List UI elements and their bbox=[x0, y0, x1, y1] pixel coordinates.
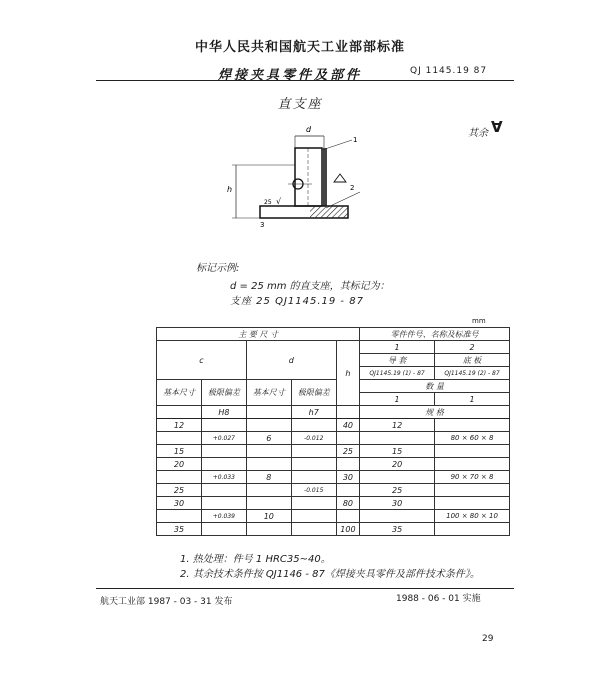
part2-no: 2 bbox=[435, 341, 510, 354]
base-plate-hatch bbox=[310, 206, 348, 218]
cell-d bbox=[246, 458, 291, 471]
cell-c: 12 bbox=[157, 419, 202, 432]
cell-spec2: 80 × 60 × 8 bbox=[435, 432, 510, 445]
cell-d-tol bbox=[291, 471, 336, 484]
table-row bbox=[157, 471, 510, 484]
organization-title: 中华人民共和国航天工业部部标准 bbox=[194, 40, 405, 55]
page-number: 29 bbox=[482, 634, 494, 644]
cell-c: 25 bbox=[157, 484, 202, 497]
part1-std: QJ1145.19 (1) - 87 bbox=[360, 367, 435, 380]
part1-name: 导 套 bbox=[360, 354, 435, 367]
part-name: 直支座 bbox=[277, 97, 323, 112]
cell-c: 20 bbox=[157, 458, 202, 471]
cell-d-tol: -0.012 bbox=[291, 432, 336, 445]
unit-label: mm bbox=[472, 317, 486, 325]
cell-h bbox=[336, 432, 359, 445]
cell-h: 30 bbox=[336, 471, 359, 484]
callout-1: 1 bbox=[353, 136, 358, 144]
cell-d bbox=[246, 523, 291, 536]
cell-d-tol bbox=[291, 523, 336, 536]
qty-1: 1 bbox=[360, 393, 435, 406]
cell-c-tol bbox=[201, 458, 246, 471]
parts-header: 零件件号、名称及标准号 bbox=[360, 328, 510, 341]
cell-d-tol bbox=[291, 510, 336, 523]
cell-spec2 bbox=[435, 419, 510, 432]
marking-example-line2: 支座 25 QJ1145.19 - 87 bbox=[230, 296, 364, 307]
cell-spec2 bbox=[435, 484, 510, 497]
roughness-label: 其余 bbox=[468, 128, 488, 139]
cell-c bbox=[157, 432, 202, 445]
cell-c-tol bbox=[201, 523, 246, 536]
cell-d bbox=[246, 419, 291, 432]
qty-2: 1 bbox=[435, 393, 510, 406]
d-basic-size: 基本尺寸 bbox=[246, 380, 291, 406]
cell-spec1: 12 bbox=[360, 419, 435, 432]
table-row bbox=[157, 497, 510, 510]
cell-d-tol bbox=[291, 419, 336, 432]
cell-spec2: 90 × 70 × 8 bbox=[435, 471, 510, 484]
c-tolerance: 极限偏差 bbox=[201, 380, 246, 406]
cell-h: 25 bbox=[336, 445, 359, 458]
table-row bbox=[157, 432, 510, 445]
cell-spec2 bbox=[435, 523, 510, 536]
cell-spec2 bbox=[435, 497, 510, 510]
d-tolerance: 极限偏差 bbox=[291, 380, 336, 406]
marking-example-title: 标记示例: bbox=[196, 263, 240, 274]
callout-2: 2 bbox=[350, 184, 355, 192]
cell-d-tol bbox=[291, 445, 336, 458]
marking-example-line1: d = 25 mm 的直支座，其标记为： bbox=[230, 281, 390, 292]
weld-hatch-vertical bbox=[322, 148, 327, 206]
cell-spec1: 15 bbox=[360, 445, 435, 458]
part-drawing bbox=[222, 118, 362, 230]
standard-subtitle: 焊接夹具零件及部件 bbox=[218, 68, 363, 83]
header-divider bbox=[96, 80, 514, 81]
note-technical-conditions: 2. 其余技术条件按 QJ1146 - 87《焊接夹具零件及部件技术条件》。 bbox=[180, 569, 480, 580]
cell-d-tol bbox=[291, 497, 336, 510]
finish-mark-1: √ bbox=[276, 197, 282, 206]
note-heat-treatment: 1. 热处理：件号 1 HRC35~40。 bbox=[180, 554, 331, 565]
cell-d-tol bbox=[291, 458, 336, 471]
cell-c: 30 bbox=[157, 497, 202, 510]
cell-d: 6 bbox=[246, 432, 291, 445]
guide-sleeve-body bbox=[295, 148, 322, 206]
dim-d-label: d bbox=[306, 125, 312, 134]
weld-symbol-icon bbox=[334, 174, 346, 182]
cell-spec1 bbox=[360, 510, 435, 523]
spec-label: 规 格 bbox=[360, 406, 510, 419]
cell-c: 15 bbox=[157, 445, 202, 458]
part2-name: 底 板 bbox=[435, 354, 510, 367]
main-dims-header: 主 要 尺 寸 bbox=[157, 328, 360, 341]
cell-d: 10 bbox=[246, 510, 291, 523]
cell-c-tol: +0.027 bbox=[201, 432, 246, 445]
tol-d: h7 bbox=[291, 406, 336, 419]
cell-c-tol: +0.033 bbox=[201, 471, 246, 484]
col-h-header: h bbox=[336, 341, 359, 406]
issued-date: 航天工业部 1987 - 03 - 31 发布 bbox=[100, 597, 233, 607]
cell-d bbox=[246, 497, 291, 510]
footer-divider bbox=[96, 588, 514, 589]
cell-d-tol: -0.015 bbox=[291, 484, 336, 497]
table-row bbox=[157, 523, 510, 536]
table-row bbox=[157, 445, 510, 458]
cell-spec2 bbox=[435, 458, 510, 471]
roughness-symbol-icon: ∀ bbox=[491, 118, 503, 136]
cell-c bbox=[157, 510, 202, 523]
cell-spec1 bbox=[360, 432, 435, 445]
part1-no: 1 bbox=[360, 341, 435, 354]
finish-label-1: 25 bbox=[264, 199, 272, 206]
cell-h bbox=[336, 510, 359, 523]
implemented-date: 1988 - 06 - 01 实施 bbox=[396, 594, 481, 604]
spec-table bbox=[156, 327, 510, 536]
tol-c: H8 bbox=[201, 406, 246, 419]
table-row bbox=[157, 484, 510, 497]
cell-c-tol bbox=[201, 497, 246, 510]
cell-c bbox=[157, 471, 202, 484]
cell-spec1: 35 bbox=[360, 523, 435, 536]
c-basic-size: 基本尺寸 bbox=[157, 380, 202, 406]
table-row bbox=[157, 458, 510, 471]
cell-d bbox=[246, 445, 291, 458]
dim-h-label: h bbox=[227, 185, 233, 194]
cell-spec1: 30 bbox=[360, 497, 435, 510]
cell-c-tol bbox=[201, 419, 246, 432]
cell-h bbox=[336, 484, 359, 497]
table-row bbox=[157, 419, 510, 432]
col-c-header: c bbox=[157, 341, 247, 380]
cell-c-tol: +0.039 bbox=[201, 510, 246, 523]
cell-spec1: 25 bbox=[360, 484, 435, 497]
cell-c: 35 bbox=[157, 523, 202, 536]
cell-h: 80 bbox=[336, 497, 359, 510]
cell-d: 8 bbox=[246, 471, 291, 484]
table-row bbox=[157, 510, 510, 523]
cell-spec2: 100 × 80 × 10 bbox=[435, 510, 510, 523]
cell-h: 40 bbox=[336, 419, 359, 432]
weld-size-label: 3 bbox=[260, 221, 265, 229]
cell-c-tol bbox=[201, 484, 246, 497]
cell-c-tol bbox=[201, 445, 246, 458]
col-d-header: d bbox=[246, 341, 336, 380]
cell-spec2 bbox=[435, 445, 510, 458]
standard-number: QJ 1145.19 87 bbox=[410, 66, 488, 76]
part2-std: QJ1145.19 (2) - 87 bbox=[435, 367, 510, 380]
cell-spec1 bbox=[360, 471, 435, 484]
qty-label: 数 量 bbox=[360, 380, 510, 393]
cell-h: 100 bbox=[336, 523, 359, 536]
cell-h bbox=[336, 458, 359, 471]
cell-d bbox=[246, 484, 291, 497]
cell-spec1: 20 bbox=[360, 458, 435, 471]
